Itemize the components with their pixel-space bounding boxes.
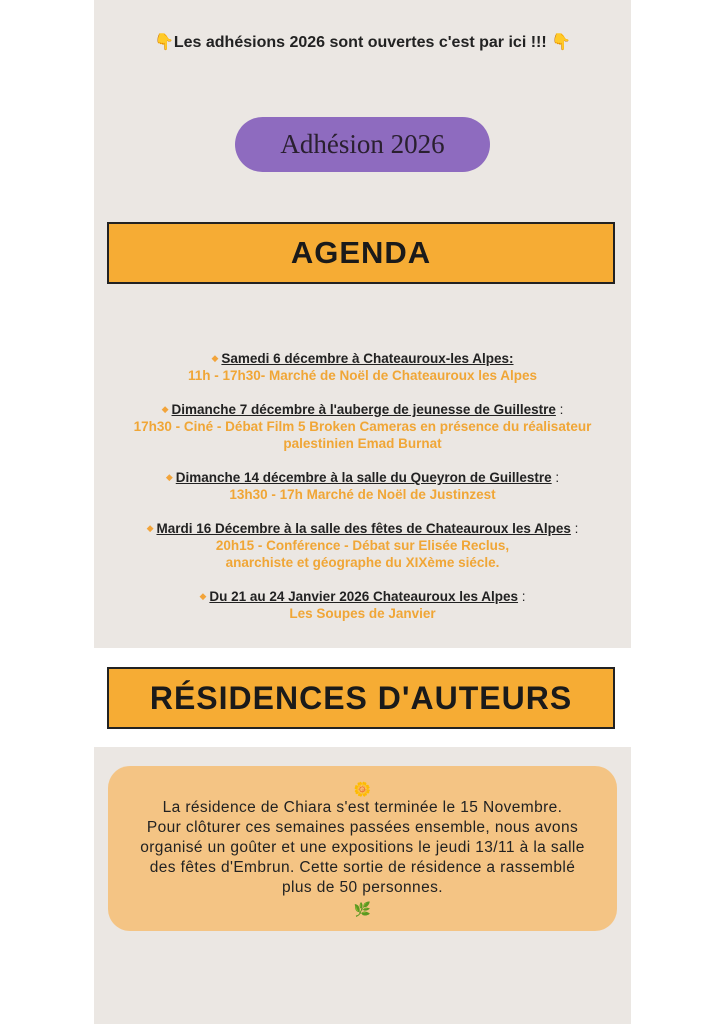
- residence-card: [108, 766, 617, 931]
- event-detail: 17h30 - Ciné - Débat Film 5 Broken Cameras en présence du réalisateur: [133, 419, 592, 434]
- membership-button[interactable]: Adhésion 2026: [235, 117, 490, 172]
- event-title-suffix: :: [551, 470, 560, 485]
- residence-text-line: La résidence de Chiara s'est terminée le 15 Novembre.: [162, 799, 563, 816]
- bullet-icon: ◆: [199, 591, 207, 601]
- event-detail: 13h30 - 17h Marché de Noël de Justinzest: [229, 487, 496, 502]
- bullet-icon: ◆: [165, 472, 173, 482]
- residences-heading: RÉSIDENCES D'AUTEURS: [107, 667, 615, 729]
- event-detail: Les Soupes de Janvier: [289, 606, 436, 621]
- bullet-icon: ◆: [146, 523, 154, 533]
- residence-text-line: organisé un goûter et une expositions le jeudi 13/11 à la salle: [140, 839, 585, 856]
- event-detail: palestinien Emad Burnat: [283, 436, 442, 451]
- event-title-link[interactable]: Mardi 16 Décembre à la salle des fêtes de Chateauroux les Alpes: [156, 521, 571, 536]
- event-title-link[interactable]: Samedi 6 décembre à Chateauroux-les Alpes:: [221, 351, 514, 366]
- event-title-link[interactable]: Dimanche 14 décembre à la salle du Queyron de Guillestre: [175, 470, 552, 485]
- announcement-text: Les adhésions 2026 sont ouvertes c'est par ici !!!: [173, 34, 547, 51]
- agenda-event: [94, 588, 631, 622]
- pointing-down-icon: 👇: [551, 34, 572, 51]
- event-title-suffix: :: [518, 589, 526, 604]
- agenda-event: [94, 350, 631, 384]
- flower-icon: 🌼: [353, 781, 372, 797]
- event-title-link[interactable]: Du 21 au 24 Janvier 2026 Chateauroux les Alpes: [209, 589, 519, 604]
- residence-text: [108, 798, 617, 898]
- membership-announcement: [94, 32, 631, 52]
- event-detail: 20h15 - Conférence - Débat sur Elisée Reclus,: [215, 538, 510, 553]
- leaf-icon: 🌿: [353, 901, 372, 917]
- event-title-suffix: :: [555, 402, 564, 417]
- event-detail: anarchiste et géographe du XIXème siécle.: [225, 555, 500, 570]
- bullet-icon: ◆: [161, 404, 169, 414]
- residence-text-line: des fêtes d'Embrun. Cette sortie de résidence a rassemblé: [149, 859, 576, 876]
- event-detail: 11h - 17h30- Marché de Noël de Chateauroux les Alpes: [187, 368, 538, 383]
- event-title-link[interactable]: Dimanche 7 décembre à l'auberge de jeunesse de Guillestre: [171, 402, 556, 417]
- event-title-suffix: :: [570, 521, 579, 536]
- agenda-event: [94, 401, 631, 452]
- pointing-down-icon: 👇: [153, 34, 174, 51]
- residence-text-line: Pour clôturer ces semaines passées ensemble, nous avons: [146, 819, 579, 836]
- agenda-heading: AGENDA: [107, 222, 615, 284]
- agenda-list: [94, 350, 631, 639]
- agenda-event: [94, 469, 631, 503]
- bullet-icon: ◆: [211, 353, 219, 363]
- residence-text-line: plus de 50 personnes.: [282, 879, 443, 896]
- agenda-event: [94, 520, 631, 571]
